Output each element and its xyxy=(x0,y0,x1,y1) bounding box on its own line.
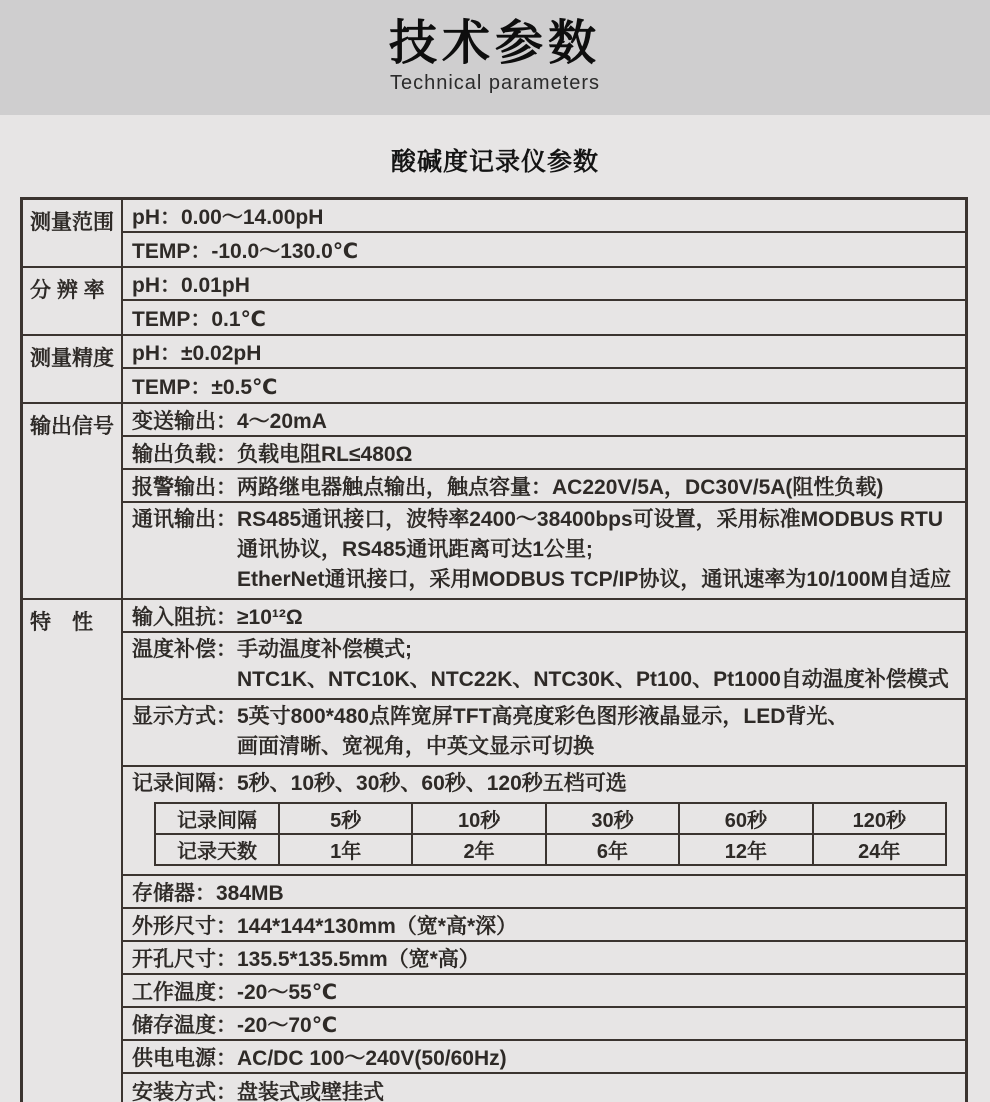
spec-row-working-temp: 工作温度：-20～55℃ xyxy=(123,975,965,1008)
spec-row-transmit-output: 变送输出：4～20mA xyxy=(123,404,965,437)
group-rows-accuracy xyxy=(123,336,965,402)
spec-row-temp-range: TEMP：-10.0～130.0℃ xyxy=(132,239,359,263)
record-table-days-row xyxy=(155,834,946,865)
group-output-signal xyxy=(23,404,965,600)
group-rows-output-signal xyxy=(123,404,965,598)
comm-output-line-protocol: 通讯协议，RS485通讯距离可达1公里; xyxy=(237,538,593,561)
spec-row-temp-resolution: TEMP：0.1℃ xyxy=(132,307,266,331)
comm-output-line-rs485: RS485通讯接口，波特率2400～38400bps可设置，采用标准MODBUS RTU xyxy=(237,508,943,531)
group-label-output-signal: 输出信号 xyxy=(23,404,123,598)
group-rows-measure-range xyxy=(123,200,965,266)
group-label-accuracy: 测量精度 xyxy=(23,336,123,402)
spec-row-output-load: 输出负载：负载电阻RL≤480Ω xyxy=(123,437,965,470)
spec-table xyxy=(20,197,968,1102)
record-table-cell: 2年 xyxy=(412,834,545,865)
spec-row-ph-accuracy: pH：±0.02pH xyxy=(123,336,965,369)
display-mode-label: 显示方式： xyxy=(132,705,237,728)
temp-compensation-lines xyxy=(237,635,965,695)
spec-row-input-impedance: 输入阻抗：≥10¹²Ω xyxy=(123,600,965,633)
record-table-cell: 5秒 xyxy=(279,803,412,834)
record-table xyxy=(154,802,947,866)
group-measure-range xyxy=(23,200,965,268)
comm-output-lines xyxy=(237,505,965,595)
record-table-cell: 10秒 xyxy=(412,803,545,834)
record-table-cell: 1年 xyxy=(279,834,412,865)
page-subtitle: Technical parameters xyxy=(389,72,601,95)
display-mode-lines xyxy=(237,702,965,762)
group-accuracy xyxy=(23,336,965,404)
spec-row-record-interval xyxy=(123,767,965,876)
record-table-cell: 60秒 xyxy=(679,803,812,834)
temp-compensation-line-auto: NTC1K、NTC10K、NTC22K、NTC30K、Pt100、Pt1000自动温度补偿模式 xyxy=(237,668,949,691)
display-mode-line-view: 画面清晰、宽视角，中英文显示可切换 xyxy=(237,735,594,758)
spec-row-display-mode xyxy=(123,700,965,767)
record-table-cell: 12年 xyxy=(679,834,812,865)
spec-row-power-supply: 供电电源：AC/DC 100～240V(50/60Hz) xyxy=(123,1041,965,1074)
spec-row-cutout-dimensions: 开孔尺寸：135.5*135.5mm（宽*高） xyxy=(123,942,965,975)
record-interval-text: 记录间隔：5秒、10秒、30秒、60秒、120秒五档可选 xyxy=(132,772,627,795)
group-label-features: 特 性 xyxy=(23,600,123,1102)
group-label-resolution: 分 辨 率 xyxy=(23,268,123,334)
group-features xyxy=(23,600,965,1102)
group-rows-resolution xyxy=(123,268,965,334)
record-table-cell: 30秒 xyxy=(546,803,679,834)
group-rows-features xyxy=(123,600,965,1102)
temp-compensation-line-manual: 手动温度补偿模式; xyxy=(237,638,412,661)
temp-compensation-label: 温度补偿： xyxy=(132,638,237,661)
record-table-cell: 6年 xyxy=(546,834,679,865)
page-title: 技术参数 xyxy=(388,17,601,70)
record-table-cell: 记录天数 xyxy=(155,834,279,865)
record-table-cell: 120秒 xyxy=(813,803,946,834)
header-band xyxy=(0,0,990,115)
spec-row-outer-dimensions: 外形尺寸：144*144*130mm（宽*高*深） xyxy=(123,909,965,942)
record-table-interval-row xyxy=(155,803,946,834)
spec-row-comm-output xyxy=(123,503,965,598)
spec-row-mounting: 安装方式：盘装式或壁挂式 xyxy=(132,1080,384,1102)
spec-row-ph-range: pH：0.00～14.00pH xyxy=(123,200,965,233)
section-title: 酸碱度记录仪参数 xyxy=(390,148,599,176)
spec-row-temp-compensation xyxy=(123,633,965,700)
spec-row-storage-temp: 储存温度：-20～70℃ xyxy=(123,1008,965,1041)
spec-row-memory: 存储器：384MB xyxy=(123,876,965,909)
record-table-cell: 24年 xyxy=(813,834,946,865)
group-resolution xyxy=(23,268,965,336)
spec-row-ph-resolution: pH：0.01pH xyxy=(123,268,965,301)
group-label-measure-range: 测量范围 xyxy=(23,200,123,266)
record-table-cell: 记录间隔 xyxy=(155,803,279,834)
comm-output-line-ethernet: EtherNet通讯接口，采用MODBUS TCP/IP协议，通讯速率为10/100M自适应 xyxy=(237,568,952,591)
display-mode-line-tft: 5英寸800*480点阵宽屏TFT高亮度彩色图形液晶显示，LED背光、 xyxy=(237,705,849,728)
spec-row-alarm-output: 报警输出：两路继电器触点输出，触点容量：AC220V/5A，DC30V/5A(阻性负载) xyxy=(123,470,965,503)
spec-row-temp-accuracy: TEMP：±0.5℃ xyxy=(132,375,278,399)
comm-output-label: 通讯输出： xyxy=(132,508,237,531)
